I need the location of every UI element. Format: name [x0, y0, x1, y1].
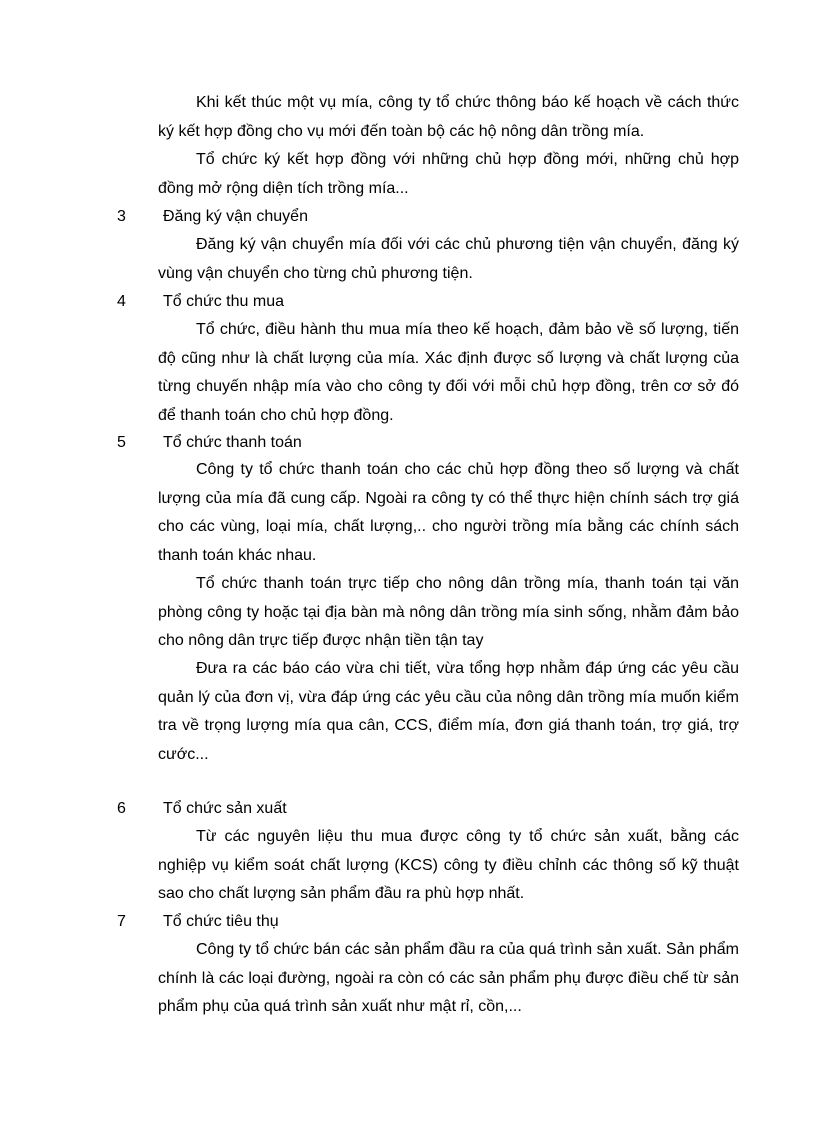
paragraph-payment-policy: Công ty tổ chức thanh toán cho các chủ hợp đồng theo số lượng và chất lượng của mía đã cung cấp. Ngoài ra công ty có thể thực hiện chính sách trợ giá cho các vùng, loại mía, chất lượng,.. cho người trồng mía bằng các chính sách thanh toán khác nhau. [158, 461, 739, 564]
section-title: Đăng ký vận chuyển [163, 208, 308, 225]
section-number: 5 [117, 434, 126, 451]
section-title: Tổ chức thu mua [163, 293, 284, 310]
paragraph-reports: Đưa ra các báo cáo vừa chi tiết, vừa tổng hợp nhằm đáp ứng các yêu cầu quản lý của đơn vị, vừa đáp ứng các yêu cầu của nông dân trồng mía muốn kiểm tra về trọng lượng mía qua cân, CCS, điểm mía, đơn giá thanh toán, trợ giá, trợ cước... [158, 660, 739, 763]
paragraph-sales: Công ty tổ chức bán các sản phẩm đầu ra của quá trình sản xuất. Sản phẩm chính là các loại đường, ngoài ra còn có các sản phẩm phụ được điều chế từ sản phẩm phụ của quá trình sản xuất như mật rỉ, cồn,... [158, 941, 739, 1015]
paragraph-transport-registration: Đăng ký vận chuyển mía đối với các chủ phương tiện vận chuyển, đăng ký vùng vận chuyển cho từng chủ phương tiện. [158, 236, 739, 282]
section-title: Tổ chức tiêu thụ [163, 913, 279, 930]
paragraph-contract-announcement: Khi kết thúc một vụ mía, công ty tổ chức thông báo kế hoạch về cách thức ký kết hợp đồng cho vụ mới đến toàn bộ các hộ nông dân trồng mía. [158, 94, 739, 140]
section-title: Tổ chức sản xuất [163, 800, 287, 817]
section-number: 4 [117, 293, 126, 310]
section-number: 7 [117, 913, 126, 930]
section-number: 3 [117, 208, 126, 225]
section-number: 6 [117, 800, 126, 817]
paragraph-purchasing: Tổ chức, điều hành thu mua mía theo kế hoạch, đảm bảo về số lượng, tiến độ cũng như là chất lượng của mía. Xác định được số lượng và chất lượng của từng chuyến nhập mía vào cho công ty đối với mỗi chủ hợp đồng, trên cơ sở đó để thanh toán cho chủ hợp đồng. [158, 321, 739, 424]
paragraph-direct-payment: Tổ chức thanh toán trực tiếp cho nông dân trồng mía, thanh toán tại văn phòng công ty hoặc tại địa bàn mà nông dân trồng mía sinh sống, nhằm đảm bảo cho nông dân trực tiếp được nhận tiền tận tay [158, 575, 739, 649]
paragraph-contract-signing: Tổ chức ký kết hợp đồng với những chủ hợp đồng mới, những chủ hợp đồng mở rộng diện tích trồng mía... [158, 151, 739, 197]
paragraph-production: Từ các nguyên liệu thu mua được công ty tổ chức sản xuất, bằng các nghiệp vụ kiểm soát chất lượng (KCS) công ty điều chỉnh các thông số kỹ thuật sao cho chất lượng sản phẩm đầu ra phù hợp nhất. [158, 828, 739, 902]
section-title: Tổ chức thanh toán [163, 434, 302, 451]
